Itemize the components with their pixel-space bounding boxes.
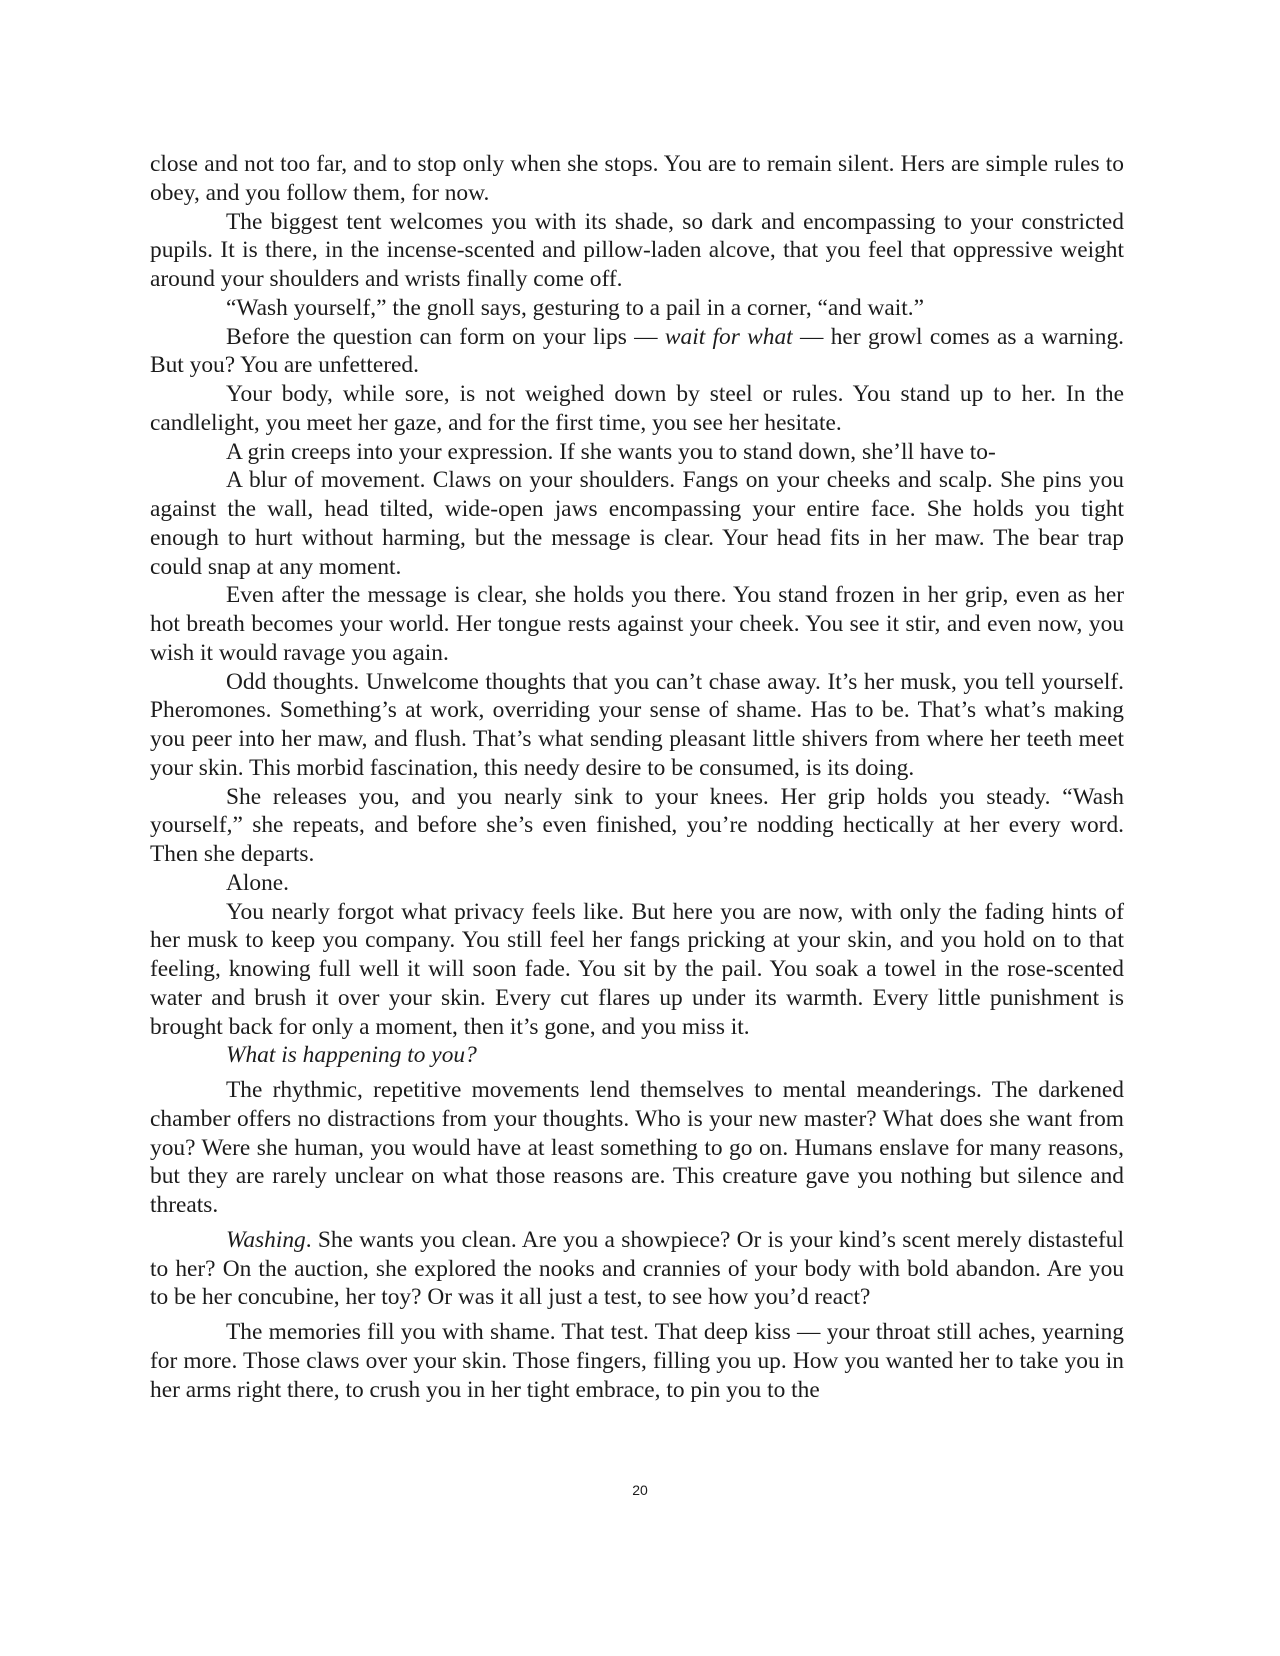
paragraph: Your body, while sore, is not weighed down by steel or rules. You stand up to her. In the candlelight, you meet her gaze, and for the first time, you see her hesitate. [150,381,1124,436]
italic-phrase: Washing [226,1226,306,1253]
paragraph-italic [150,1041,1124,1070]
body-text [150,150,1124,1404]
paragraph [150,323,1124,381]
paragraph: The biggest tent welcomes you with its shade, so dark and encompassing to your constricted pupils. It is there, in the incense-scented and pillow-laden alcove, that you feel that oppressive weight around your shoulders and wrists finally come off. [150,208,1124,292]
paragraph: close and not too far, and to stop only when she stops. You are to remain silent. Hers are simple rules to obey, and you follow them, for now. [150,151,1124,206]
paragraph: The memories fill you with shame. That test. That deep kiss — your throat still aches, yearning for more. Those claws over your skin. Those fingers, filling you up. How you wanted her to take you in her arms right there, to crush you in her tight embrace, to pin you to the [150,1319,1124,1403]
italic-phrase: wait for what [664,323,793,350]
italic-phrase: What is happening to you? [226,1042,477,1069]
paragraph-text: . She wants you clean. Are you a showpiece? Or is your kind’s scent merely distasteful to her? On the auction, she explored the nooks and crannies of your body with bold abandon. Are you to be her concubine, her toy? Or was it all just a test, to see how you’d react? [150,1226,1124,1311]
paragraph: She releases you, and you nearly sink to your knees. Her grip holds you steady. “Wash yourself,” she repeats, and before she’s even finished, you’re nodding hectically at her every word. Then she departs. [150,783,1124,867]
paragraph: A grin creeps into your expression. If she wants you to stand down, she’ll have to- [226,438,996,465]
paragraph: Odd thoughts. Unwelcome thoughts that you can’t chase away. It’s her musk, you tell yourself. Pheromones. Something’s at work, overriding your sense of shame. Has to be. That’s what’s making you peer into her maw, and flush. That’s what sending pleasant little shivers from where her teeth meet your skin. This morbid fascination, this needy desire to be consumed, is its doing. [150,668,1124,781]
paragraph: You nearly forgot what privacy feels like. But here you are now, with only the fading hints of her musk to keep you company. You still feel her fangs pricking at your skin, and you hold on to that feeling, knowing full well it will soon fade. You sit by the pail. You soak a towel in the rose-scented water and brush it over your skin. Every cut flares up under its warmth. Every little punishment is brought back for only a moment, then it’s gone, and you miss it. [150,898,1124,1040]
paragraph: Alone. [226,869,290,896]
paragraph: Even after the message is clear, she holds you there. You stand frozen in her grip, even as her hot breath becomes your world. Her tongue rests against your cheek. You see it stir, and even now, you wish it would ravage you again. [150,582,1124,666]
paragraph-text: — her growl comes as a warning. But you? You are unfettered. [150,323,1124,379]
paragraph: “Wash yourself,” the gnoll says, gesturing to a pail in a corner, “and wait.” [226,294,925,321]
paragraph-text: Before the question can form on your lips — [226,323,665,350]
paragraph [150,1226,1124,1312]
paragraph: The rhythmic, repetitive movements lend themselves to mental meanderings. The darkened chamber offers no distractions from your thoughts. Who is your new master? What does she want from you? Were she human, you would have at least something to go on. Humans enslave for many reasons, but they are rarely unclear on what those reasons are. This creature gave you nothing but silence and threats. [150,1077,1124,1218]
page-number: 20 [632,1482,648,1498]
paragraph: A blur of movement. Claws on your shoulders. Fangs on your cheeks and scalp. She pins you against the wall, head tilted, wide-open jaws encompassing your entire face. She holds you tight enough to hurt without harming, but the message is clear. Your head fits in her maw. The bear trap could snap at any moment. [150,467,1124,580]
